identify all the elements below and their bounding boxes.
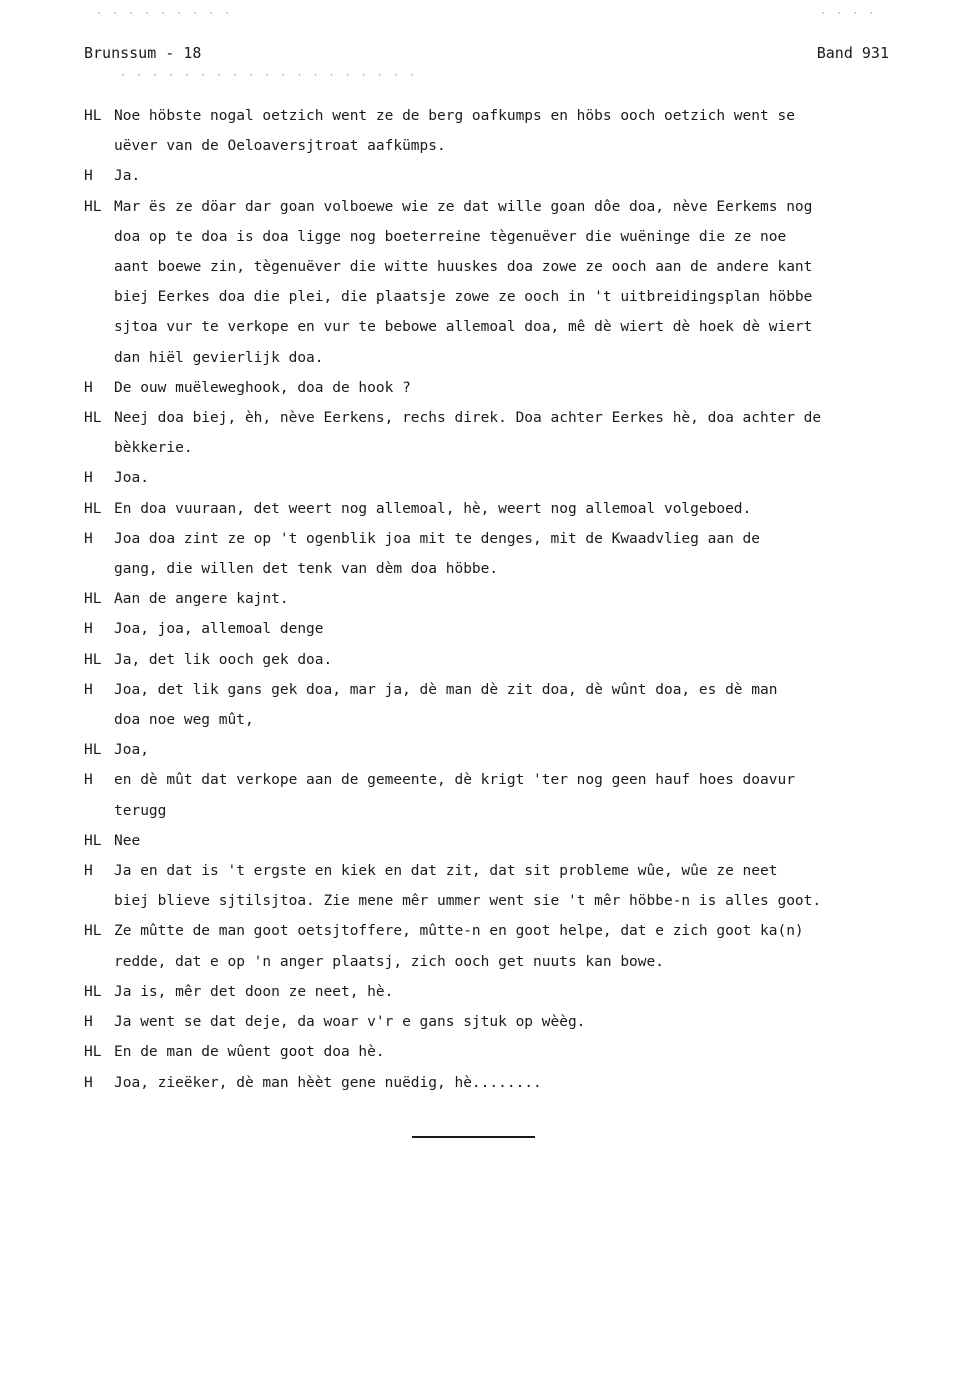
transcript-turn: [84, 916, 934, 976]
utterance-text: Joa,: [114, 742, 149, 759]
end-rule: [412, 1136, 535, 1138]
speaker-label: HL: [84, 1044, 102, 1061]
transcript-turn: [84, 1037, 934, 1067]
utterance-text: Ja is, mêr det doon ze neet, hè.: [114, 983, 394, 1000]
speaker-label: H: [84, 379, 93, 396]
utterance-text: Mar ës ze döar dar goan volboewe wie ze dat wille goan dôe doa, nève Eerkems nog doa op te doa is doa ligge nog boeterreine tègenuëver die wuëninge die ze noe aant boewe zin, tègenuëver die witte huuskes doa zowe ze ooch aan de andere kant biej Eerkes doa die plei, die plaatsje zowe ze ooch in 't uitbreidingsplan höbbe sjtoa vur te verkope en vur te bebowe allemoal doa, mê dè wiert dè hoek dè wiert dan hiël gevierlijk doa.: [114, 198, 813, 366]
utterance-text: Ze mûtte de man goot oetsjtoffere, mûtte-n en goot helpe, dat e zich goot ka(n) redde, dat e op 'n anger plaatsj, zich ooch get nuuts kan bowe.: [114, 923, 804, 970]
transcript-turn: [84, 1007, 934, 1037]
utterance-text: Joa, zieëker, dè man hèèt gene nuëdig, hè........: [114, 1074, 542, 1091]
transcript-turn: [84, 1068, 934, 1098]
transcript-turn: [84, 614, 934, 644]
transcript-turn: [84, 735, 934, 765]
speaker-label: HL: [84, 742, 102, 759]
utterance-text: De ouw muëleweghook, doa de hook ?: [114, 379, 411, 396]
utterance-text: Ja en dat is 't ergste en kiek en dat zit, dat sit probleme wûe, wûe ze neet biej blieve sjtilsjtoa. Zie mene mêr ummer went sie 't mêr höbbe-n is alles goot.: [114, 863, 822, 910]
speaker-label: HL: [84, 500, 102, 517]
utterance-text: Joa.: [114, 470, 149, 487]
utterance-text: Ja.: [114, 168, 141, 185]
transcript-turn: [84, 373, 934, 403]
transcript-turn: [84, 977, 934, 1007]
transcript-turn: [84, 765, 934, 825]
speaker-label: HL: [84, 923, 102, 940]
transcript-turn: [84, 463, 934, 493]
transcript-turn: [84, 524, 934, 584]
utterance-text: Joa, det lik gans gek doa, mar ja, dè man dè zit doa, dè wûnt doa, es dè man doa noe weg mût,: [114, 681, 778, 729]
utterance-text: Nee: [114, 832, 141, 849]
speaker-label: H: [84, 1014, 93, 1031]
scan-noise: · · · · · · · · · · · · · · · · · · ·: [120, 70, 417, 81]
speaker-label: HL: [84, 410, 102, 427]
transcript-turn: [84, 645, 934, 675]
transcript-turn: [84, 675, 934, 735]
speaker-label: HL: [84, 198, 102, 215]
speaker-label: H: [84, 681, 93, 698]
page-header-band: Band 931: [816, 44, 889, 62]
transcript-turn: [84, 856, 934, 916]
utterance-text: Joa, joa, allemoal denge: [114, 621, 324, 638]
speaker-label: H: [84, 168, 93, 185]
speaker-label: H: [84, 621, 93, 638]
scan-noise: · · · · · · · · ·: [96, 8, 233, 19]
page-header-location: Brunssum - 18: [84, 44, 202, 62]
speaker-label: H: [84, 863, 93, 880]
speaker-label: H: [84, 772, 93, 789]
utterance-text: En doa vuuraan, det weert nog allemoal, hè, weert nog allemoal volgeboed.: [114, 500, 752, 517]
speaker-label: HL: [84, 591, 102, 608]
transcript-turn: [84, 101, 934, 161]
speaker-label: HL: [84, 651, 102, 668]
transcript-turn: [84, 161, 934, 191]
speaker-label: HL: [84, 832, 102, 849]
transcript-turn: [84, 403, 934, 463]
transcript-turn: [84, 584, 934, 614]
utterance-text: Ja went se dat deje, da woar v'r e gans sjtuk op wèèg.: [114, 1014, 586, 1031]
utterance-text: en dè mût dat verkope aan de gemeente, dè krigt 'ter nog geen hauf hoes doavur terugg: [114, 772, 795, 819]
speaker-label: HL: [84, 108, 102, 124]
speaker-label: H: [84, 530, 93, 547]
transcript: [84, 101, 934, 1098]
transcript-turn: [84, 826, 934, 856]
transcript-turn: [84, 494, 934, 524]
utterance-text: Ja, det lik ooch gek doa.: [114, 651, 333, 668]
utterance-text: En de man de wûent goot doa hè.: [114, 1044, 385, 1061]
scan-noise: · · · ·: [820, 8, 877, 19]
transcript-turn: [84, 192, 934, 373]
utterance-text: Noe höbste nogal oetzich went ze de berg oafkumps en höbs ooch oetzich went se uëver van de Oeloaversjtroat aafkümps.: [114, 108, 795, 155]
utterance-text: Joa doa zint ze op 't ogenblik joa mit te denges, mit de Kwaadvlieg aan de gang, die willen det tenk van dèm doa höbbe.: [114, 530, 761, 578]
speaker-label: H: [84, 1074, 93, 1091]
speaker-label: H: [84, 470, 93, 487]
utterance-text: Neej doa biej, èh, nève Eerkens, rechs direk. Doa achter Eerkes hè, doa achter de bèkkerie.: [114, 410, 822, 457]
utterance-text: Aan de angere kajnt.: [114, 591, 289, 608]
speaker-label: HL: [84, 983, 102, 1000]
